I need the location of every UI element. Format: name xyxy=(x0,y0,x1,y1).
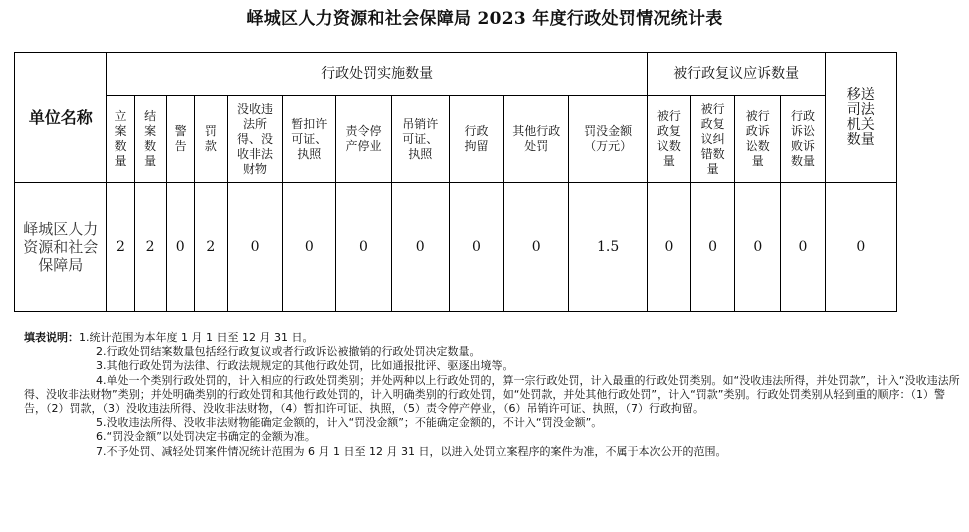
filling-instructions xyxy=(24,331,964,459)
value-cell: 0 xyxy=(735,183,781,312)
column-header: 被行政复议数量 xyxy=(647,96,690,183)
value-cell: 0 xyxy=(227,183,282,312)
column-header: 结案数量 xyxy=(134,96,166,183)
value-cell: 2 xyxy=(134,183,166,312)
page-title: 峄城区人力资源和社会保障局 2023 年度行政处罚情况统计表 xyxy=(246,9,723,29)
value-cell: 0 xyxy=(825,183,896,312)
note-item: 6.“罚没金额”以处罚决定书确定的金额为准。 xyxy=(96,430,316,444)
column-header: 行政拘留 xyxy=(449,96,503,183)
value-cell: 0 xyxy=(504,183,569,312)
unit-name-header: 单位名称 xyxy=(15,53,107,183)
unit-name-cell: 峄城区人力资源和社会保障局 xyxy=(15,183,107,312)
column-header: 没收违法所得、没收非法财物 xyxy=(227,96,282,183)
note-item: 4.单处一个类别行政处罚的，计入相应的行政处罚类别；并处两种以上行政处罚的，算一宗行政处罚，计入最重的行政处罚类别。如“没收违法所得，并处罚款”，计入“没收违法所得、没收非法财物”类别；并处明确类别的行政处罚和其他行政处罚的，计入明确类别的行政处罚，如“处罚款，并处其他行政处罚”，计入“罚款”类别。行政处罚类别从轻到重的顺序：（1）警告，（2）罚款，（3）没收违法所得、没收非法财物，（4）暂扣许可证、执照，（5）责令停产停业，（6）吊销许可证、执照，（7）行政拘留。 xyxy=(24,373,960,416)
value-cell: 0 xyxy=(283,183,336,312)
note-item: 2.行政处罚结案数量包括经行政复议或者行政诉讼被撤销的行政处罚决定数量。 xyxy=(96,345,481,359)
judicial-transfer-header: 移送司法机关数量 xyxy=(825,53,896,183)
column-header: 被行政诉讼数量 xyxy=(735,96,781,183)
value-cell: 0 xyxy=(647,183,690,312)
column-header: 行政诉讼败诉数量 xyxy=(781,96,825,183)
value-cell: 0 xyxy=(449,183,503,312)
notes-label: 填表说明： xyxy=(24,331,79,344)
note-text: 1.统计范围为本年度 1 月 1 日至 12 月 31 日。 xyxy=(79,331,314,344)
column-header: 立案数量 xyxy=(107,96,134,183)
value-cell: 2 xyxy=(194,183,227,312)
column-header: 警告 xyxy=(166,96,194,183)
penalty-stats-table xyxy=(14,52,897,312)
value-cell: 0 xyxy=(781,183,825,312)
value-cell: 2 xyxy=(107,183,134,312)
value-cell: 0 xyxy=(391,183,449,312)
column-header: 暂扣许可证、执照 xyxy=(283,96,336,183)
column-header: 被行政复议纠错数量 xyxy=(691,96,735,183)
column-header: 其他行政处罚 xyxy=(504,96,569,183)
value-cell: 0 xyxy=(336,183,391,312)
column-header: 罚没金额（万元） xyxy=(569,96,647,183)
note-item: 5.没收违法所得、没收非法财物能确定金额的，计入“罚没金额”；不能确定金额的，不计入“罚没金额”。 xyxy=(96,416,603,430)
column-header: 罚款 xyxy=(194,96,227,183)
value-cell: 1.5 xyxy=(569,183,647,312)
column-header: 吊销许可证、执照 xyxy=(391,96,449,183)
column-header: 责令停产停业 xyxy=(336,96,391,183)
note-item: 3.其他行政处罚为法律、行政法规规定的其他行政处罚，比如通报批评、驱逐出境等。 xyxy=(96,359,514,373)
note-item: 7.不予处罚、减轻处罚案件情况统计范围为 6 月 1 日至 12 月 31 日，以进入处罚立案程序的案件为准，不属于本次公开的范围。 xyxy=(96,444,727,458)
implementation-group-header: 行政处罚实施数量 xyxy=(107,53,647,96)
note-item xyxy=(24,331,964,345)
table-row xyxy=(15,183,897,312)
value-cell: 0 xyxy=(691,183,735,312)
review-group-header: 被行政复议应诉数量 xyxy=(647,53,825,96)
value-cell: 0 xyxy=(166,183,194,312)
